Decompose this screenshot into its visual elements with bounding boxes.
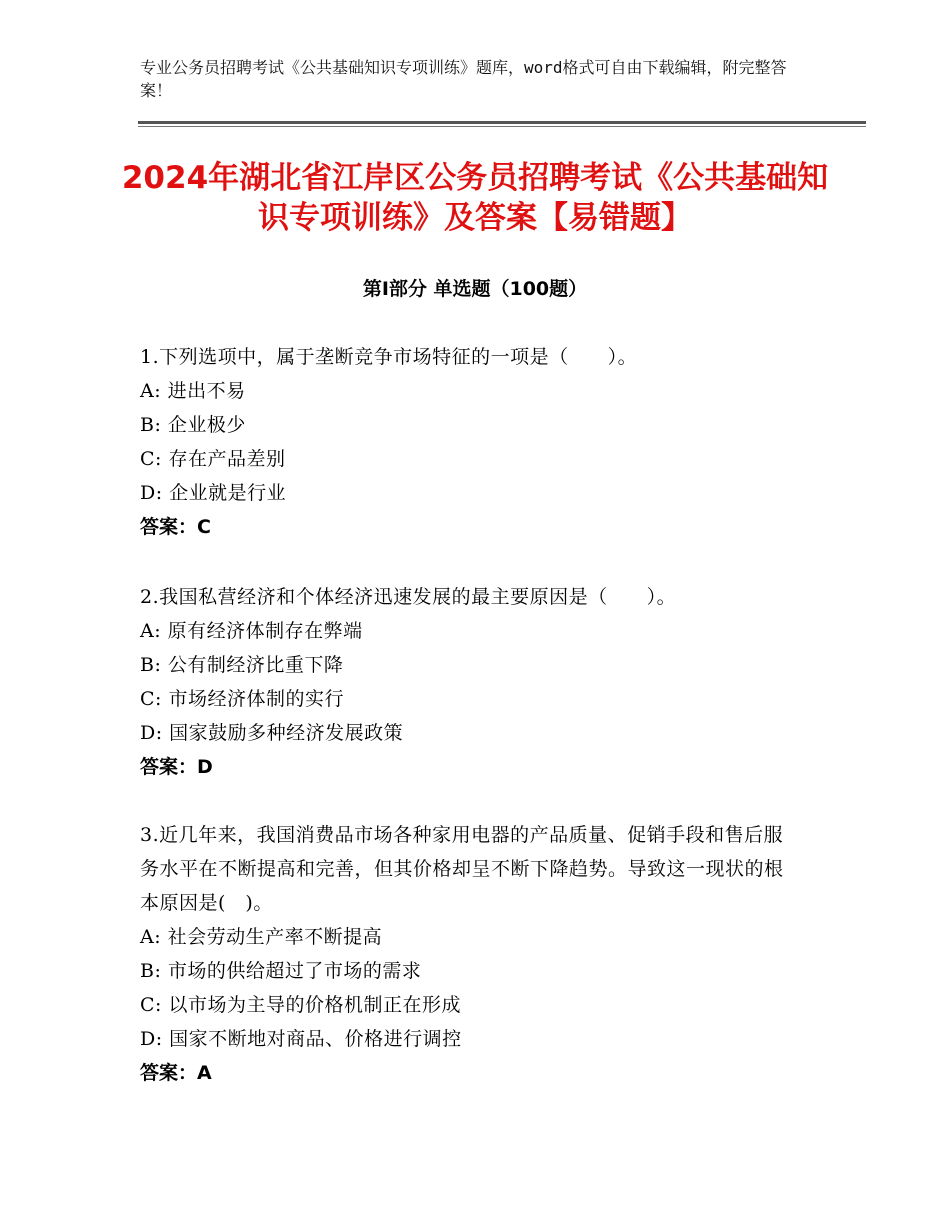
option-c: C: 存在产品差别 bbox=[140, 448, 286, 470]
answer-line: 答案：A bbox=[140, 1062, 212, 1084]
question-block bbox=[140, 340, 800, 544]
option-a: A: 进出不易 bbox=[140, 380, 246, 402]
option-c: C: 以市场为主导的价格机制正在形成 bbox=[140, 994, 461, 1016]
header-divider-thin bbox=[138, 126, 866, 127]
question-block bbox=[140, 580, 800, 784]
header-note: 专业公务员招聘考试《公共基础知识专项训练》题库，word格式可自由下载编辑，附完整答案！ bbox=[140, 58, 787, 100]
question-stem: 1.下列选项中，属于垄断竞争市场特征的一项是（ ）。 bbox=[140, 346, 638, 368]
option-d: D: 国家鼓励多种经济发展政策 bbox=[140, 722, 404, 744]
option-b: B: 公有制经济比重下降 bbox=[140, 654, 344, 676]
answer-line: 答案：C bbox=[140, 516, 211, 538]
question-block bbox=[140, 818, 800, 1090]
option-d: D: 企业就是行业 bbox=[140, 482, 287, 504]
answer-line: 答案：D bbox=[140, 756, 213, 778]
question-stem: 2.我国私营经济和个体经济迅速发展的最主要原因是（ ）。 bbox=[140, 586, 677, 608]
question-stem: 3.近几年来，我国消费品市场各种家用电器的产品质量、促销手段和售后服务水平在不断提高和完善，但其价格却呈不断下降趋势。导致这一现状的根本原因是( )。 bbox=[140, 824, 784, 914]
option-d: D: 国家不断地对商品、价格进行调控 bbox=[140, 1028, 462, 1050]
option-b: B: 市场的供给超过了市场的需求 bbox=[140, 960, 422, 982]
option-b: B: 企业极少 bbox=[140, 414, 246, 436]
option-a: A: 社会劳动生产率不断提高 bbox=[140, 926, 383, 948]
option-c: C: 市场经济体制的实行 bbox=[140, 688, 344, 710]
section-heading: 第Ⅰ部分 单选题（100题） bbox=[362, 278, 588, 300]
header-divider-thick bbox=[138, 121, 866, 124]
option-a: A: 原有经济体制存在弊端 bbox=[140, 620, 363, 642]
document-title: 2024年湖北省江岸区公务员招聘考试《公共基础知识专项训练》及答案【易错题】 bbox=[121, 160, 829, 236]
